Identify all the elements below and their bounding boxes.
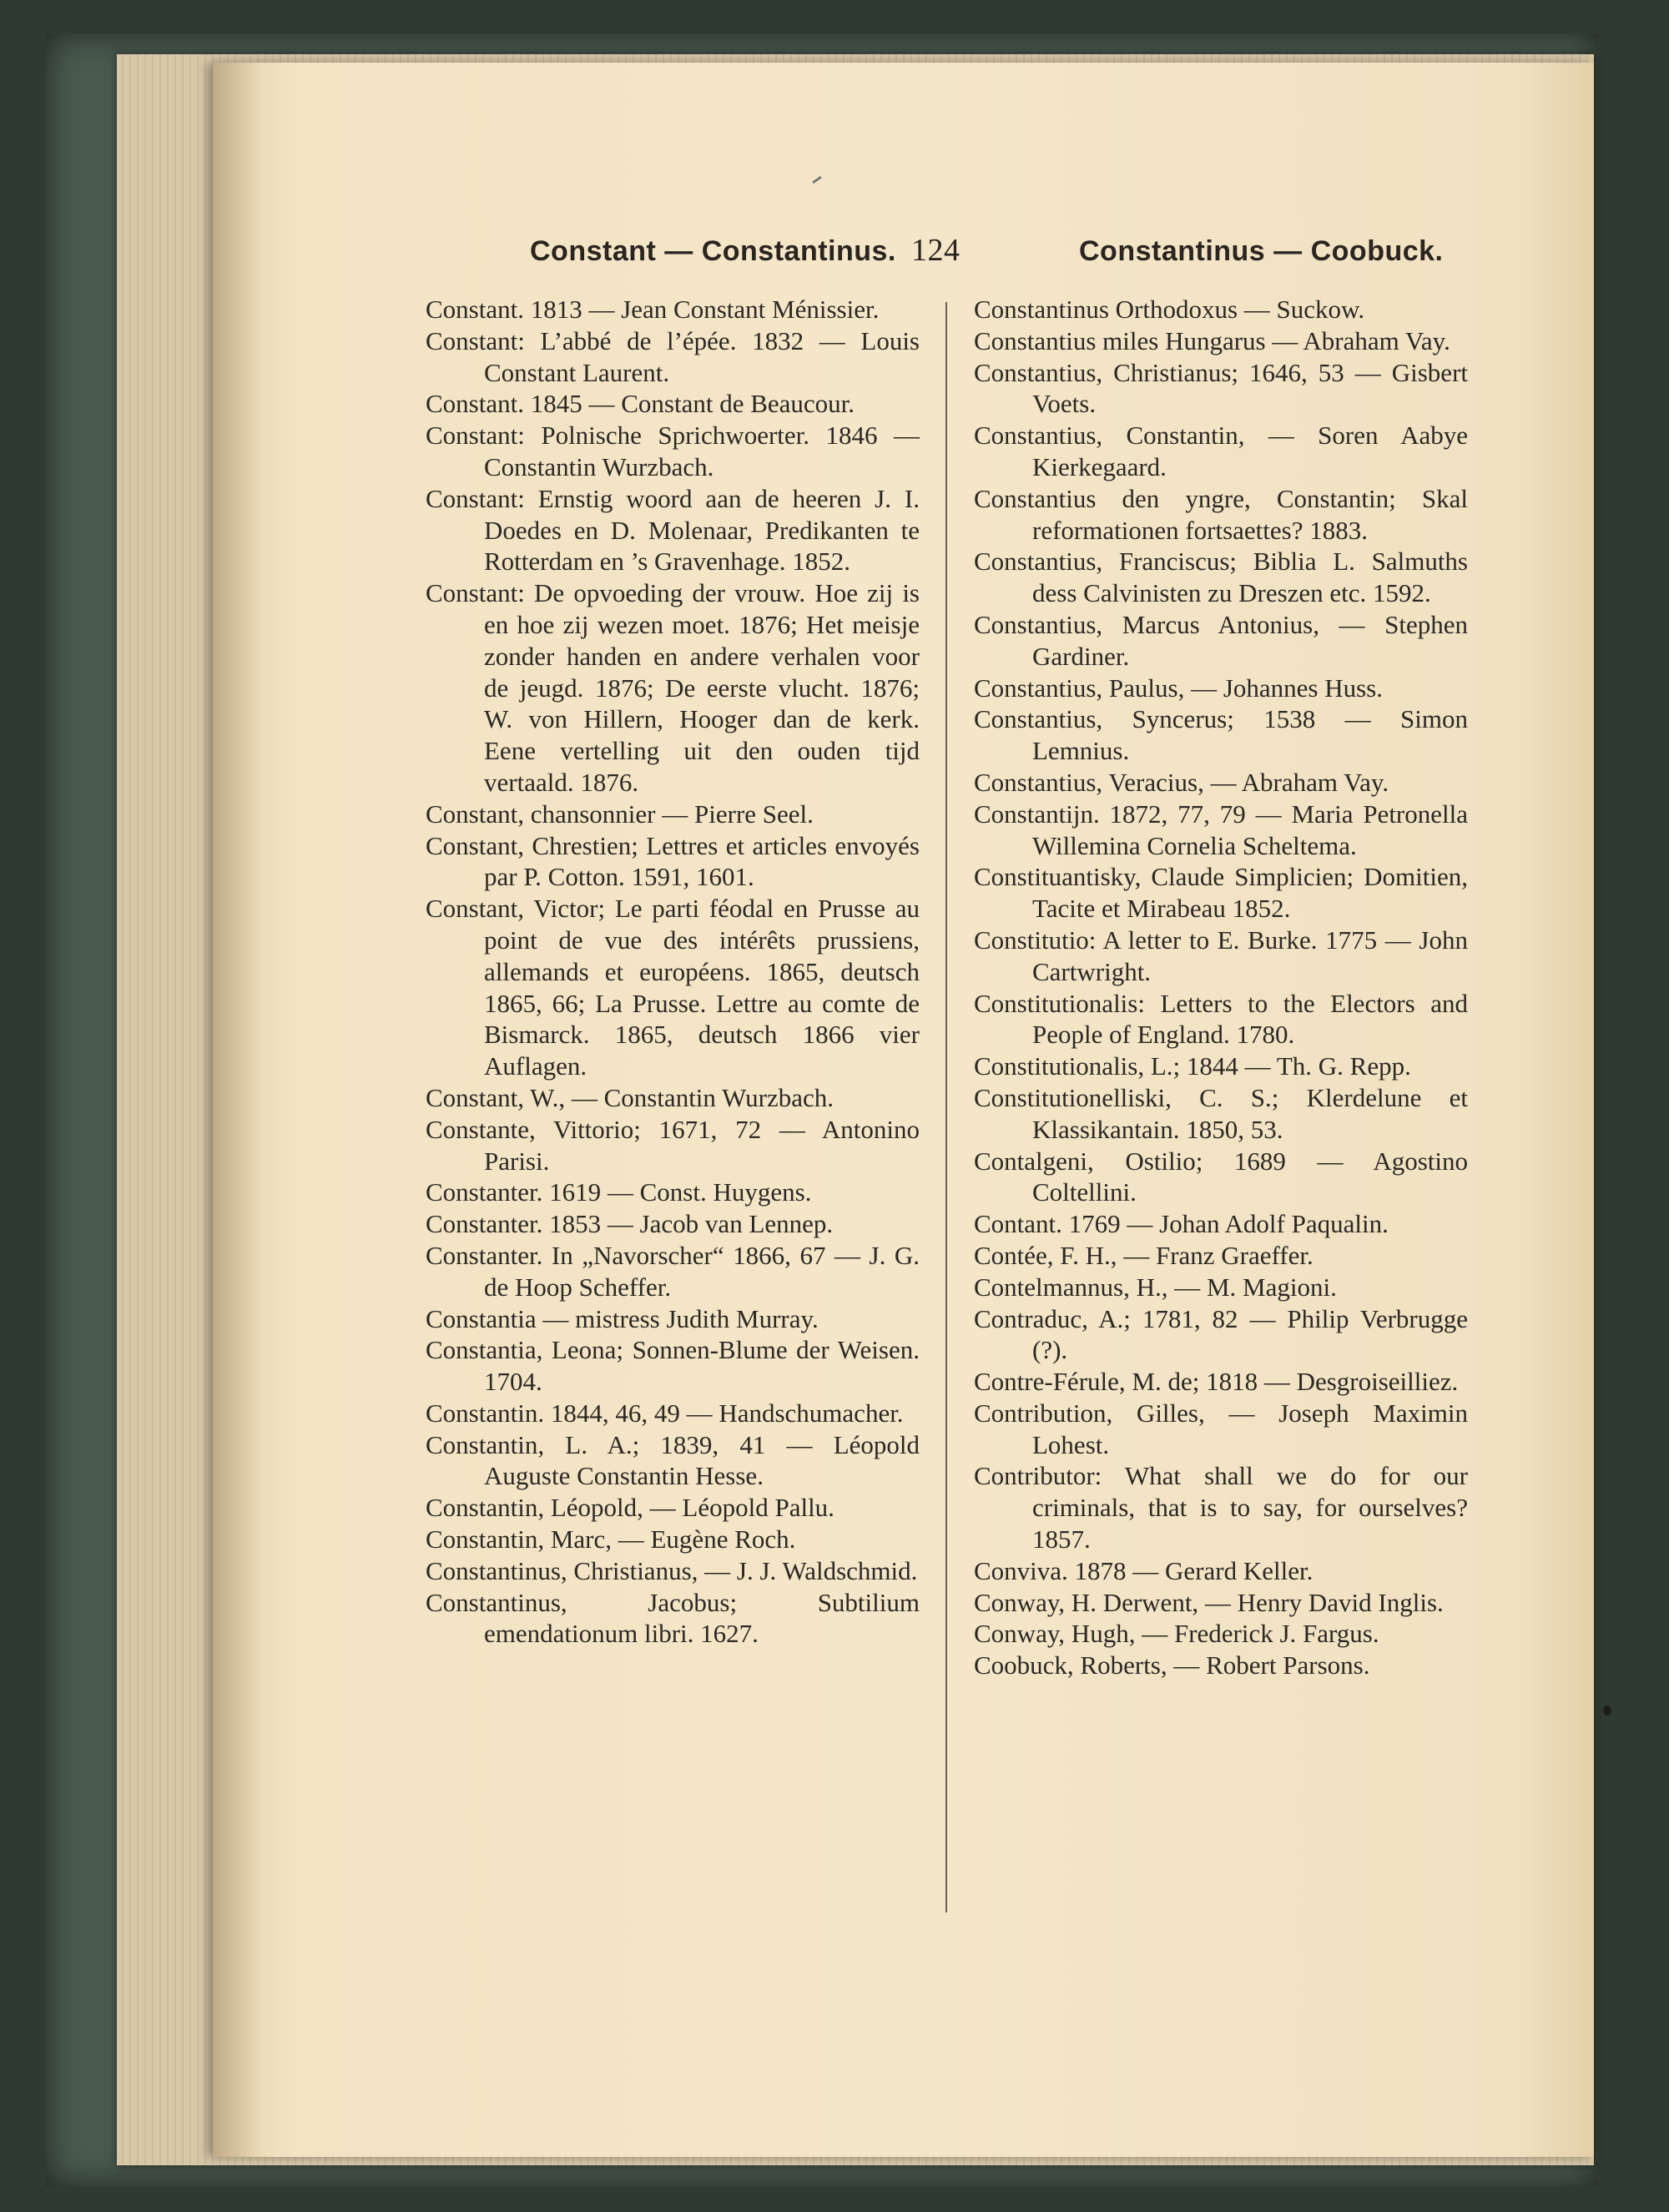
entry: Constitutionalis: Letters to the Electors and People of England. 1780. (974, 988, 1468, 1050)
entry: Contre-Férule, M. de; 1818 — Desgroiseilliez. (974, 1367, 1459, 1397)
left-column (426, 294, 920, 1650)
entry: Constantia, Leona; Sonnen-Blume der Weisen. 1704. (426, 1335, 920, 1397)
entry: Contraduc, A.; 1781, 82 — Philip Verbrugge (?). (974, 1303, 1468, 1365)
entry: Contribution, Gilles, — Joseph Maximin Lohest. (974, 1398, 1468, 1459)
entry: Constantin, L. A.; 1839, 41 — Léopold Auguste Constantin Hesse. (426, 1429, 920, 1491)
entry: Constantijn. 1872, 77, 79 — Maria Petronella Willemina Cornelia Scheltema. (974, 799, 1468, 860)
entry: Constantin, Léopold, — Léopold Pallu. (426, 1493, 834, 1523)
entry: Constitutionelliski, C. S.; Klerdelune et Klassikantain. 1850, 53. (974, 1082, 1468, 1144)
entry: Constant, Chrestien; Lettres et articles envoyés par P. Cotton. 1591, 1601. (426, 830, 920, 892)
entry: Constant, Victor; Le parti féodal en Prusse au point de vue des intérêts prussiens, allemands et européens. 1865, deutsch 1865, 66; La Prusse. Lettre au comte de Bismarck. 1865, deutsch 1866 vier Auflagen. (426, 894, 920, 1081)
gutter-shadow (213, 63, 263, 2157)
entry: Constant: Polnische Sprichwoerter. 1846 — Constantin Wurzbach. (426, 421, 920, 481)
entry: Constantius, Veracius, — Abraham Vay. (974, 767, 1389, 797)
entry: Constant, chansonnier — Pierre Seel. (426, 799, 814, 829)
entry: Constantius, Paulus, — Johannes Huss. (974, 673, 1383, 703)
entry: Constant: Ernstig woord aan de heeren J. I. Doedes en D. Molenaar, Predikanten te Rotterdam en ’s Gravenhage. 1852. (426, 483, 920, 577)
right-column (974, 294, 1468, 1681)
entry: Constantin, Marc, — Eugène Roch. (426, 1524, 796, 1554)
column-rule (945, 302, 947, 1912)
entry: Constant. 1813 — Jean Constant Ménissier. (426, 295, 880, 324)
entry: Constantinus, Christianus, — J. J. Waldschmid. (426, 1555, 918, 1585)
entry: Coobuck, Roberts, — Robert Parsons. (974, 1650, 1370, 1680)
entry: Constanter. In „Navorscher“ 1866, 67 — J. G. de Hoop Scheffer. (426, 1240, 920, 1302)
entry: Contelmannus, H., — M. Magioni. (974, 1272, 1337, 1302)
entry: Constitutionalis, L.; 1844 — Th. G. Repp. (974, 1051, 1411, 1081)
entry: Constant: De opvoeding der vrouw. Hoe zij is en hoe zij wezen moet. 1876; Het meisje zonder handen en andere verhalen voor de jeugd. 1876; De eerste vlucht. 1876; W. von Hillern, Hooger dan de kerk. Eene vertelling uit den ouden tijd vertaald. 1876. (426, 578, 920, 797)
entry: Constituantisky, Claude Simplicien; Domitien, Tacite et Mirabeau 1852. (974, 862, 1468, 924)
entry: Constanter. 1853 — Jacob van Lennep. (426, 1209, 834, 1239)
entry: Conway, Hugh, — Frederick J. Fargus. (974, 1619, 1379, 1649)
entry: Constanter. 1619 — Const. Huygens. (426, 1177, 812, 1207)
entry: Constantius den yngre, Constantin; Skal reformationen fortsaettes? 1883. (974, 483, 1468, 545)
entry: Contributor: What shall we do for our criminals, that is to say, for ourselves? 1857. (974, 1461, 1468, 1554)
entry: Constantius, Marcus Antonius, — Stephen Gardiner. (974, 609, 1468, 671)
entry: Constitutio: A letter to E. Burke. 1775 — John Cartwright. (974, 925, 1468, 986)
entry: Conviva. 1878 — Gerard Keller. (974, 1555, 1314, 1585)
entry: Contée, F. H., — Franz Graeffer. (974, 1240, 1314, 1270)
entry: Constant. 1845 — Constant de Beaucour. (426, 389, 855, 419)
entry: Constantin. 1844, 46, 49 — Handschumacher. (426, 1398, 904, 1428)
entry: Conway, H. Derwent, — Henry David Inglis. (974, 1587, 1444, 1617)
entry: Constantius, Christianus; 1646, 53 — Gisbert Voets. (974, 357, 1468, 419)
entry: Constantius, Constantin, — Soren Aabye Kierkegaard. (974, 421, 1468, 481)
running-head-left: Constant — Constantinus. (530, 235, 896, 267)
page-number: 124 (911, 233, 961, 268)
entry: Constantius, Franciscus; Biblia L. Salmuths dess Calvinisten zu Dreszen etc. 1592. (974, 547, 1468, 608)
entry: Constant, W., — Constantin Wurzbach. (426, 1082, 834, 1112)
entry: Constante, Vittorio; 1671, 72 — Antonino Parisi. (426, 1114, 920, 1176)
entry: Contant. 1769 — Johan Adolf Paqualin. (974, 1209, 1389, 1239)
entry: Constantia — mistress Judith Murray. (426, 1303, 819, 1333)
entry: Constantius miles Hungarus — Abraham Vay. (974, 325, 1450, 355)
entry: Constantinus, Jacobus; Subtilium emendationum libri. 1627. (426, 1587, 920, 1649)
entry: Constant: L’abbé de l’épée. 1832 — Louis Constant Laurent. (426, 325, 920, 387)
entry: Constantinus Orthodoxus — Suckow. (974, 295, 1365, 324)
margin-dot (1603, 1706, 1611, 1716)
entry: Contalgeni, Ostilio; 1689 — Agostino Coltellini. (974, 1146, 1468, 1207)
entry: Constantius, Syncerus; 1538 — Simon Lemnius. (974, 704, 1468, 766)
running-head-right: Constantinus — Coobuck. (1079, 235, 1444, 267)
